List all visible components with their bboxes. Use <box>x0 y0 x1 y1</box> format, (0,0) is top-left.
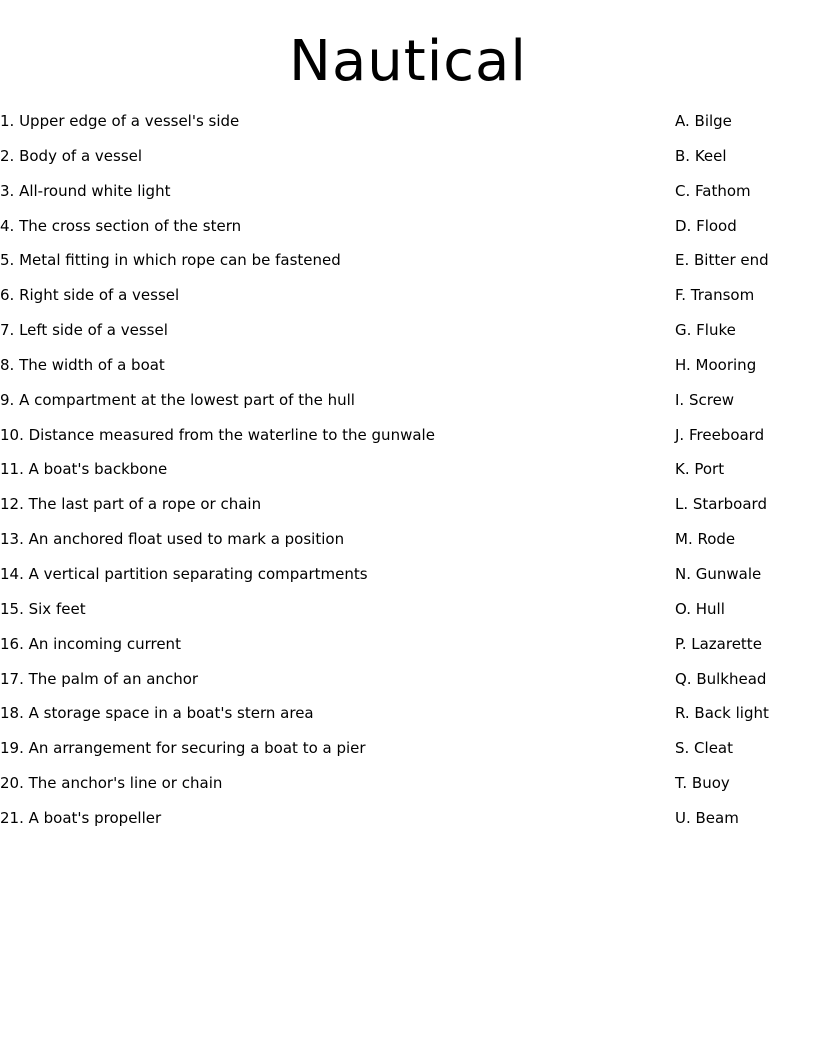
matching-row <box>0 139 816 174</box>
answer-option: A. Bilge <box>675 112 732 130</box>
question-text: 21. A boat's propeller <box>0 808 162 827</box>
answer-option: P. Lazarette <box>675 634 762 653</box>
matching-row <box>0 696 816 731</box>
question-text: 19. An arrangement for securing a boat to a pier <box>0 739 366 758</box>
answer-option: F. Transom <box>675 286 755 305</box>
question-text: 9. A compartment at the lowest part of the hull <box>0 390 355 409</box>
answer-option: L. Starboard <box>675 495 767 514</box>
answer-option: M. Rode <box>675 530 736 549</box>
matching-list <box>0 104 816 836</box>
answer-option: U. Beam <box>675 808 739 827</box>
matching-row <box>0 557 816 592</box>
answer-option: E. Bitter end <box>675 251 769 270</box>
question-text: 20. The anchor's line or chain <box>0 774 223 793</box>
question-text: 7. Left side of a vessel <box>0 321 168 340</box>
answer-option: R. Back light <box>675 704 769 723</box>
answer-option: N. Gunwale <box>675 564 762 583</box>
matching-row <box>0 766 816 801</box>
question-text: 16. An incoming current <box>0 634 181 653</box>
matching-row <box>0 731 816 766</box>
question-text: 15. Six feet <box>0 599 86 618</box>
matching-row <box>0 801 816 836</box>
question-text: 17. The palm of an anchor <box>0 669 199 688</box>
matching-row <box>0 487 816 522</box>
answer-option: K. Port <box>675 460 725 479</box>
answer-option: D. Flood <box>675 216 737 235</box>
matching-row <box>0 627 816 662</box>
answer-option: O. Hull <box>675 599 725 618</box>
matching-row <box>0 174 816 209</box>
answer-option: B. Keel <box>675 146 727 165</box>
question-text: 11. A boat's backbone <box>0 460 168 479</box>
matching-row <box>0 592 816 627</box>
question-text: 14. A vertical partition separating compartments <box>0 564 368 583</box>
question-text: 18. A storage space in a boat's stern area <box>0 704 314 723</box>
question-text: 3. All-round white light <box>0 181 171 200</box>
matching-row <box>0 348 816 383</box>
question-text: 8. The width of a boat <box>0 355 165 374</box>
matching-row <box>0 313 816 348</box>
question-text: 2. Body of a vessel <box>0 146 143 165</box>
matching-row <box>0 243 816 278</box>
matching-row <box>0 418 816 453</box>
matching-row <box>0 662 816 697</box>
matching-row <box>0 522 816 557</box>
answer-option: I. Screw <box>675 390 735 409</box>
answer-option: G. Fluke <box>675 321 736 340</box>
question-text: 13. An anchored float used to mark a position <box>0 530 345 549</box>
question-text: 1. Upper edge of a vessel's side <box>0 112 240 130</box>
matching-row <box>0 209 816 244</box>
matching-row <box>0 104 816 139</box>
worksheet-title: Nautical <box>289 29 527 94</box>
question-text: 12. The last part of a rope or chain <box>0 495 262 514</box>
question-text: 6. Right side of a vessel <box>0 286 180 305</box>
answer-option: Q. Bulkhead <box>675 669 767 688</box>
answer-option: H. Mooring <box>675 355 757 374</box>
answer-option: T. Buoy <box>675 774 730 793</box>
question-text: 5. Metal fitting in which rope can be fastened <box>0 251 341 270</box>
question-text: 10. Distance measured from the waterline to the gunwale <box>0 425 435 444</box>
matching-row <box>0 383 816 418</box>
answer-option: C. Fathom <box>675 181 751 200</box>
answer-option: S. Cleat <box>675 739 734 758</box>
matching-row <box>0 278 816 313</box>
matching-row <box>0 452 816 487</box>
question-text: 4. The cross section of the stern <box>0 216 242 235</box>
answer-option: J. Freeboard <box>675 425 765 444</box>
